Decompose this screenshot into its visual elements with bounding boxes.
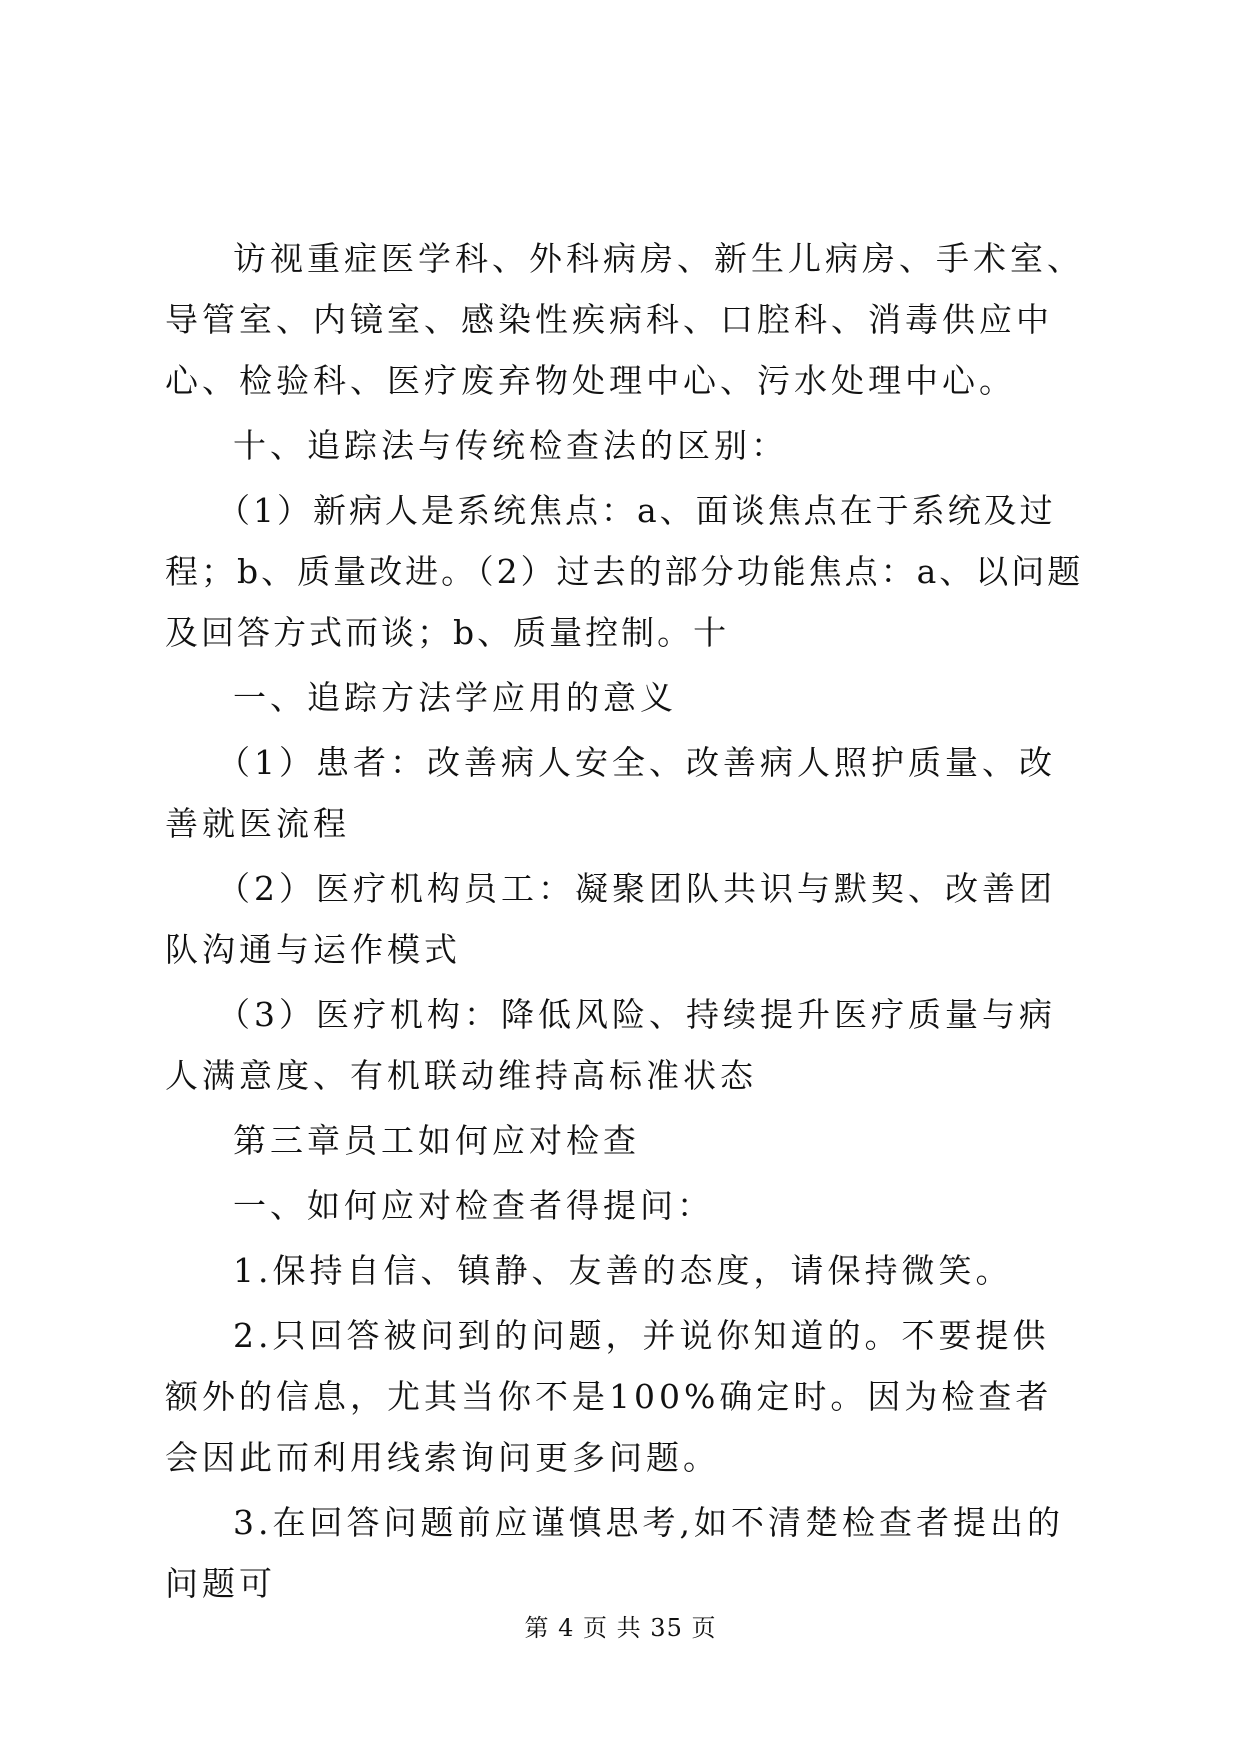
heading-answer-questions: 一、如何应对检查者得提问： bbox=[233, 1186, 714, 1225]
paragraph-staff: （2）医疗机构员工：凝聚团队共识与默契、改善团队沟通与运作模式 bbox=[165, 869, 1056, 969]
item-1: 1.保持自信、镇静、友善的态度，请保持微笑。 bbox=[233, 1251, 1013, 1290]
body-text bbox=[165, 228, 1085, 1618]
paragraph-visit-departments: 访视重症医学科、外科病房、新生儿病房、手术室、导管室、内镜室、感染性疾病科、口腔科、消毒供应中心、检验科、医疗废弃物处理中心、污水处理中心。 bbox=[165, 239, 1084, 400]
chapter-three-title: 第三章员工如何应对检查 bbox=[233, 1121, 640, 1160]
paragraph-institution: （3）医疗机构：降低风险、持续提升医疗质量与病人满意度、有机联动维持高标准状态 bbox=[165, 995, 1056, 1095]
paragraph-tracer-differences: （1）新病人是系统焦点：a、面谈焦点在于系统及过程；b、质量改进。（2）过去的部分功能焦点：a、以问题及回答方式而谈；b、质量控制。十 bbox=[165, 491, 1084, 652]
paragraph-patients: （1）患者：改善病人安全、改善病人照护质量、改善就医流程 bbox=[165, 743, 1056, 843]
page-footer: 第 4 页 共 35 页 bbox=[524, 1614, 717, 1642]
item-3: 3.在回答问题前应谨慎思考,如不清楚检查者提出的问题可 bbox=[165, 1503, 1064, 1603]
heading-tracer-vs-traditional: 十、追踪法与传统检查法的区别： bbox=[233, 426, 788, 465]
heading-tracer-significance: 一、追踪方法学应用的意义 bbox=[233, 678, 677, 717]
item-2: 2.只回答被问到的问题，并说你知道的。不要提供额外的信息，尤其当你不是100%确定时。因为检查者会因此而利用线索询问更多问题。 bbox=[165, 1316, 1053, 1477]
